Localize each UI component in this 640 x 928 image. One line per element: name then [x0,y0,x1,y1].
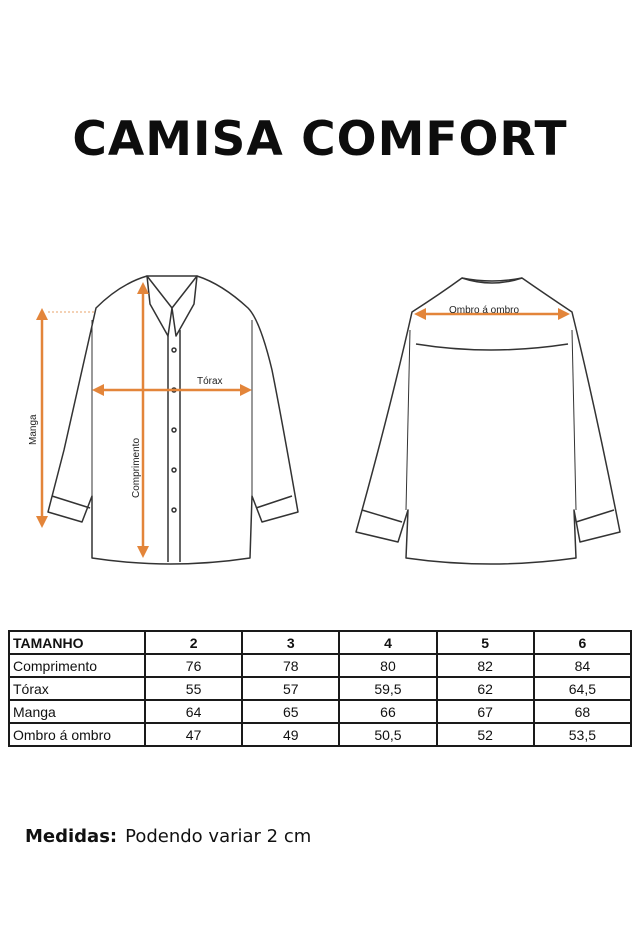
table-cell: 67 [437,700,534,723]
shirt-diagram [0,240,640,580]
header-size: 2 [145,631,242,654]
table-cell: 64 [145,700,242,723]
page-title: CAMISA COMFORT [72,112,568,167]
table-cell: 59,5 [339,677,436,700]
table-cell: 49 [242,723,339,746]
shirt-drawings [0,240,640,580]
size-table [8,630,632,747]
table-cell: 55 [145,677,242,700]
table-cell: 80 [339,654,436,677]
table-cell: 53,5 [534,723,631,746]
table-row [9,654,631,677]
header-size: 6 [534,631,631,654]
torax-label: Tórax [197,376,223,387]
header-size: 5 [437,631,534,654]
header-size: 3 [242,631,339,654]
manga-arrow-head-top [36,308,48,320]
table-cell: 57 [242,677,339,700]
table-row [9,723,631,746]
note-label: Medidas: [25,826,118,847]
row-label: Manga [9,700,145,723]
table-row [9,677,631,700]
table-cell: 82 [437,654,534,677]
table-cell: 47 [145,723,242,746]
measurement-note [25,826,311,847]
table-cell: 68 [534,700,631,723]
table-header-row [9,631,631,654]
front-button-5 [172,508,176,512]
table-cell: 76 [145,654,242,677]
manga-label: Manga [28,414,39,445]
shirt-front-drawing [48,276,298,564]
row-label: Comprimento [9,654,145,677]
header-size-label: TAMANHO [9,631,145,654]
comprimento-label: Comprimento [131,437,142,498]
row-label: Ombro á ombro [9,723,145,746]
table-cell: 84 [534,654,631,677]
table-cell: 65 [242,700,339,723]
shirt-back-drawing [356,278,620,564]
table-cell: 50,5 [339,723,436,746]
note-text: Podendo variar 2 cm [125,826,312,847]
row-label: Tórax [9,677,145,700]
front-button-3 [172,428,176,432]
table-cell: 62 [437,677,534,700]
table-cell: 78 [242,654,339,677]
manga-arrow-head-bottom [36,516,48,528]
header-size: 4 [339,631,436,654]
table-row [9,700,631,723]
ombro-label: Ombro á ombro [449,305,520,316]
front-button-4 [172,468,176,472]
table-cell: 66 [339,700,436,723]
table-cell: 52 [437,723,534,746]
table-cell: 64,5 [534,677,631,700]
front-button-1 [172,348,176,352]
